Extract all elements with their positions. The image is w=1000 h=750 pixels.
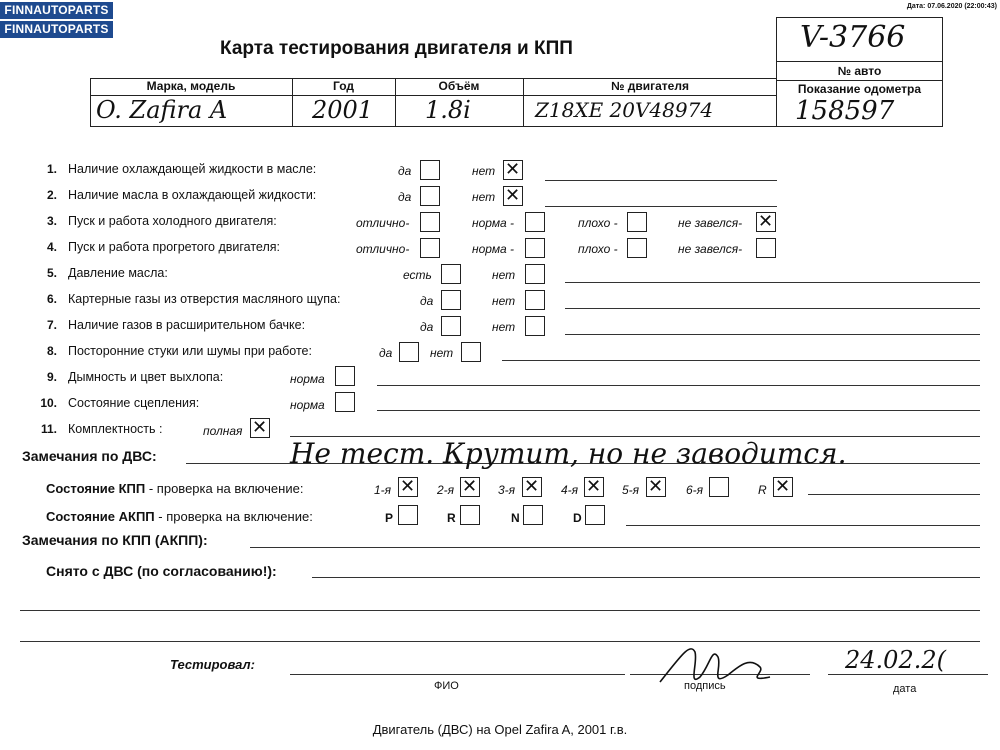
akpp-check-label — [46, 509, 313, 524]
engine-no-handwritten: Z18XE 20V48974 — [535, 98, 714, 122]
item-3-plokho-checkbox[interactable] — [627, 212, 647, 232]
item-7-number: 7. — [46, 318, 57, 332]
page-title: Карта тестирования двигателя и КПП — [220, 38, 573, 59]
signature-label: подпись — [684, 680, 726, 692]
item-4-number: 4. — [46, 240, 57, 254]
dvs-remarks-label: Замечания по ДВС: — [22, 448, 157, 464]
item-3-number: 3. — [46, 214, 57, 228]
item-2-net-checkmark: ✕ — [505, 185, 521, 206]
akpp-r-label: R — [447, 511, 456, 525]
watermark-logo-top: FINNAUTOPARTS — [0, 2, 113, 19]
item-3-label: Пуск и работа холодного двигателя: — [68, 214, 277, 228]
auto-number-label: № авто — [837, 64, 882, 78]
col-volume: Объём — [438, 79, 480, 93]
item-7-da-checkbox[interactable] — [441, 316, 461, 336]
item-9-norma-label: норма — [290, 372, 325, 386]
gear-3-checkmark: ✕ — [524, 476, 540, 497]
item-1-label: Наличие охлаждающей жидкости в масле: — [68, 162, 317, 176]
item-4-otlichno-label: отлично- — [356, 242, 410, 256]
item-7-da-label: да — [420, 320, 434, 334]
item-11-polnaya-label: полная — [203, 424, 243, 438]
col-engine-no: № двигателя — [611, 79, 689, 93]
item-1-number: 1. — [46, 162, 57, 176]
odometer-label: Показание одометра — [797, 82, 922, 96]
item-2-da-label: да — [398, 190, 412, 204]
item-2-net-label: нет — [472, 190, 496, 204]
gear-r-label: R — [758, 483, 767, 497]
removed-label: Снято с ДВС (по согласованию!): — [46, 563, 277, 579]
item-8-net-checkbox[interactable] — [461, 342, 481, 362]
item-4-norma-checkbox[interactable] — [525, 238, 545, 258]
item-6-da-checkbox[interactable] — [441, 290, 461, 310]
akpp-p-checkbox[interactable] — [398, 505, 418, 525]
item-8-net-label: нет — [430, 346, 454, 360]
akpp-d-label: D — [573, 511, 582, 525]
date-handwritten: 24.02.2( — [845, 646, 946, 674]
gear-5-checkmark: ✕ — [648, 476, 664, 497]
item-5-net-label: нет — [492, 268, 516, 282]
item-8-da-checkbox[interactable] — [399, 342, 419, 362]
akpp-d-checkbox[interactable] — [585, 505, 605, 525]
item-6-net-checkbox[interactable] — [525, 290, 545, 310]
item-6-number: 6. — [46, 292, 57, 306]
col-make-model: Марка, модель — [146, 79, 236, 93]
gear-2-checkmark: ✕ — [462, 476, 478, 497]
item-11-polnaya-checkmark: ✕ — [252, 417, 268, 438]
kpp-check-label-bold: Состояние КПП — [46, 481, 146, 496]
item-4-ne-zavelsya-label: не завелся- — [678, 242, 743, 256]
kpp-remarks-label: Замечания по КПП (АКПП): — [22, 532, 208, 548]
item-9-number: 9. — [46, 370, 57, 384]
volume-handwritten: 1.8i — [425, 96, 471, 124]
item-11-label: Комплектность : — [68, 422, 163, 436]
make-model-handwritten: O. Zafira A — [96, 96, 228, 124]
item-3-ne-zavelsya-label: не завелся- — [678, 216, 743, 230]
akpp-p-label: P — [385, 511, 394, 525]
item-8-number: 8. — [46, 344, 57, 358]
item-7-net-label: нет — [492, 320, 516, 334]
gear-4-label: 4-я — [561, 483, 579, 497]
gear-3-label: 3-я — [498, 483, 516, 497]
item-2-number: 2. — [46, 188, 57, 202]
date-label: дата — [893, 683, 917, 695]
item-6-net-label: нет — [492, 294, 516, 308]
gear-r-checkmark: ✕ — [775, 476, 791, 497]
gear-1-checkmark: ✕ — [400, 476, 416, 497]
item-5-est-checkbox[interactable] — [441, 264, 461, 284]
item-9-norma-checkbox[interactable] — [335, 366, 355, 386]
dvs-remarks-handwritten: Не тест. Крутит, но не заводится. — [290, 437, 847, 470]
gear-1-label: 1-я — [374, 483, 392, 497]
item-1-da-label: да — [398, 164, 412, 178]
gear-2-label: 2-я — [437, 483, 455, 497]
akpp-n-checkbox[interactable] — [523, 505, 543, 525]
year-handwritten: 2001 — [312, 96, 374, 124]
item-10-norma-label: норма — [290, 398, 325, 412]
col-year: Год — [333, 79, 354, 93]
item-2-da-checkbox[interactable] — [420, 186, 440, 206]
odometer-handwritten: 158597 — [795, 96, 895, 126]
kpp-check-label-rest: - проверка на включение: — [145, 481, 304, 496]
item-1-da-checkbox[interactable] — [420, 160, 440, 180]
item-10-norma-checkbox[interactable] — [335, 392, 355, 412]
item-7-label: Наличие газов в расширительном бачке: — [68, 318, 306, 332]
item-5-number: 5. — [46, 266, 57, 280]
item-8-da-label: да — [379, 346, 393, 360]
item-4-otlichno-checkbox[interactable] — [420, 238, 440, 258]
item-5-est-label: есть — [403, 268, 432, 282]
akpp-check-label-bold: Состояние АКПП — [46, 509, 155, 524]
item-8-label: Посторонние стуки или шумы при работе: — [68, 344, 312, 358]
item-3-otlichno-checkbox[interactable] — [420, 212, 440, 232]
item-4-norma-label: норма - — [472, 242, 515, 256]
item-10-label: Состояние сцепления: — [68, 396, 200, 410]
auto-number-handwritten: V-3766 — [800, 20, 906, 55]
item-3-ne-zavelsya-checkmark: ✕ — [758, 211, 774, 232]
item-5-label: Давление масла: — [68, 266, 168, 280]
date-stamp: Дата: 07.06.2020 (22:00:43) — [906, 3, 997, 10]
item-4-ne-zavelsya-checkbox[interactable] — [756, 238, 776, 258]
item-3-otlichno-label: отлично- — [356, 216, 410, 230]
watermark-logo-bottom: FINNAUTOPARTS — [0, 21, 113, 38]
item-7-net-checkbox[interactable] — [525, 316, 545, 336]
item-6-label: Картерные газы из отверстия масляного щупа: — [68, 292, 341, 306]
akpp-r-checkbox[interactable] — [460, 505, 480, 525]
item-4-plokho-checkbox[interactable] — [627, 238, 647, 258]
item-3-norma-checkbox[interactable] — [525, 212, 545, 232]
gear-5-label: 5-я — [622, 483, 640, 497]
item-3-plokho-label: плохо - — [578, 216, 618, 230]
item-11-number: 11. — [40, 422, 57, 436]
akpp-check-label-rest: - проверка на включение: — [154, 509, 313, 524]
item-5-net-checkbox[interactable] — [525, 264, 545, 284]
gear-4-checkmark: ✕ — [586, 476, 602, 497]
item-9-label: Дымность и цвет выхлопа: — [68, 370, 224, 384]
fio-label: ФИО — [434, 680, 459, 692]
item-1-net-label: нет — [472, 164, 496, 178]
item-2-label: Наличие масла в охлаждающей жидкости: — [68, 188, 317, 202]
tested-by-label: Тестировал: — [170, 657, 255, 672]
item-4-plokho-label: плохо - — [578, 242, 618, 256]
image-caption: Двигатель (ДВС) на Opel Zafira A, 2001 г.в. — [372, 722, 628, 737]
item-1-net-checkmark: ✕ — [505, 159, 521, 180]
item-4-label: Пуск и работа прогретого двигателя: — [68, 240, 280, 254]
item-6-da-label: да — [420, 294, 434, 308]
gear-6-checkbox[interactable] — [709, 477, 729, 497]
kpp-check-label — [46, 481, 303, 496]
item-10-number: 10. — [40, 396, 57, 410]
signature-scribble — [650, 637, 780, 693]
gear-6-label: 6-я — [686, 483, 704, 497]
akpp-n-label: N — [511, 511, 520, 525]
item-3-norma-label: норма - — [472, 216, 515, 230]
